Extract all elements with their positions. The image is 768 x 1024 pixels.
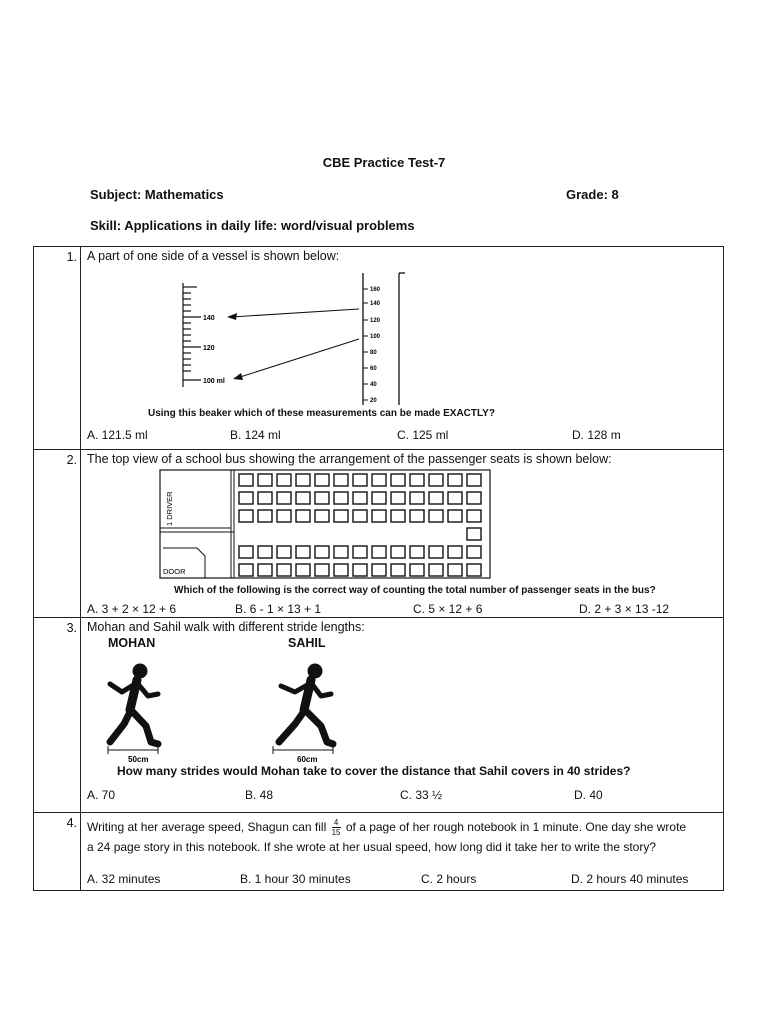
seat bbox=[429, 564, 443, 576]
question-number: 1. bbox=[34, 247, 81, 450]
seat bbox=[467, 546, 481, 558]
seat bbox=[353, 492, 367, 504]
beaker-label-60: 60 bbox=[370, 366, 377, 372]
seat bbox=[258, 564, 272, 576]
seat bbox=[410, 492, 424, 504]
seat bbox=[372, 492, 386, 504]
sahil-figure bbox=[269, 662, 349, 772]
seat bbox=[410, 564, 424, 576]
seat bbox=[410, 546, 424, 558]
question-body bbox=[81, 813, 724, 891]
seat bbox=[277, 546, 291, 558]
question-row-4 bbox=[34, 813, 724, 891]
seat bbox=[372, 474, 386, 486]
stem-part-2: of a page of her rough notebook in 1 minute. One day she wrote bbox=[345, 820, 687, 834]
seat bbox=[372, 546, 386, 558]
seat bbox=[334, 474, 348, 486]
question-body bbox=[81, 247, 724, 450]
zoom-label-100: 100 ml bbox=[203, 378, 225, 385]
option-a: A. 32 minutes bbox=[87, 872, 161, 886]
seat bbox=[448, 510, 462, 522]
option-d: D. 2 hours 40 minutes bbox=[571, 872, 689, 886]
sahil-label: SAHIL bbox=[288, 636, 326, 650]
arrow-top-head bbox=[227, 313, 237, 320]
seat bbox=[315, 510, 329, 522]
seat bbox=[429, 474, 443, 486]
arrow-top bbox=[231, 309, 359, 317]
seat bbox=[296, 564, 310, 576]
option-a: A. 121.5 ml bbox=[87, 428, 148, 442]
beaker-label-160: 160 bbox=[370, 287, 381, 293]
bus-figure bbox=[159, 468, 499, 580]
seat bbox=[467, 474, 481, 486]
seat bbox=[448, 564, 462, 576]
seat-grid bbox=[239, 474, 481, 576]
question-number: 3. bbox=[34, 618, 81, 813]
seat bbox=[448, 492, 462, 504]
seat bbox=[239, 492, 253, 504]
question-number: 2. bbox=[34, 450, 81, 618]
option-a: A. 3 + 2 × 12 + 6 bbox=[87, 602, 177, 616]
page-title: CBE Practice Test-7 bbox=[322, 155, 446, 170]
seat bbox=[334, 510, 348, 522]
seat bbox=[258, 510, 272, 522]
mohan-label: MOHAN bbox=[108, 636, 156, 650]
seat bbox=[315, 474, 329, 486]
seat bbox=[353, 510, 367, 522]
option-c: C. 33 ½ bbox=[400, 788, 443, 802]
option-d: D. 128 m bbox=[572, 428, 621, 442]
beaker-label-80: 80 bbox=[370, 350, 377, 356]
beaker-ticks bbox=[363, 289, 368, 400]
seat bbox=[315, 564, 329, 576]
option-c: C. 5 × 12 + 6 bbox=[413, 602, 483, 616]
question-stem: Mohan and Sahil walk with different stride lengths: bbox=[87, 620, 365, 634]
seat bbox=[429, 546, 443, 558]
question-row-1 bbox=[34, 247, 724, 450]
seat bbox=[296, 492, 310, 504]
seat bbox=[277, 564, 291, 576]
seat bbox=[429, 492, 443, 504]
question-number: 4. bbox=[34, 813, 81, 891]
question-body bbox=[81, 450, 724, 618]
seat bbox=[448, 474, 462, 486]
seat bbox=[258, 474, 272, 486]
seat bbox=[467, 510, 481, 522]
beaker-figure bbox=[131, 265, 491, 415]
option-d: D. 40 bbox=[574, 788, 603, 802]
zoomed-scale bbox=[183, 283, 201, 387]
mohan-figure bbox=[106, 662, 176, 772]
question-stem: The top view of a school bus showing the arrangement of the passenger seats is shown below: bbox=[87, 452, 612, 466]
seat bbox=[353, 564, 367, 576]
seat bbox=[277, 492, 291, 504]
seat bbox=[410, 510, 424, 522]
seat bbox=[353, 546, 367, 558]
beaker-label-20: 20 bbox=[370, 398, 377, 404]
seat bbox=[296, 546, 310, 558]
seat bbox=[334, 564, 348, 576]
seat bbox=[239, 474, 253, 486]
seat bbox=[296, 474, 310, 486]
seat bbox=[353, 474, 367, 486]
question-row-2 bbox=[34, 450, 724, 618]
question-stem: A part of one side of a vessel is shown below: bbox=[87, 249, 340, 263]
fraction-denominator: 15 bbox=[331, 828, 341, 838]
mohan-stride-label: 50cm bbox=[128, 755, 149, 764]
seat bbox=[391, 546, 405, 558]
figure-question: Which of the following is the correct way of counting the total number of passenger seats in the bus? bbox=[174, 585, 656, 596]
seat bbox=[334, 492, 348, 504]
option-c: C. 2 hours bbox=[421, 872, 477, 886]
seat bbox=[391, 474, 405, 486]
stem-part-1: Writing at her average speed, Shagun can fill bbox=[87, 820, 327, 834]
option-b: B. 6 - 1 × 13 + 1 bbox=[235, 602, 322, 616]
seat bbox=[410, 474, 424, 486]
option-c: C. 125 ml bbox=[397, 428, 449, 442]
beaker-label-40: 40 bbox=[370, 382, 377, 388]
seat bbox=[391, 564, 405, 576]
door-label: DOOR bbox=[163, 567, 186, 576]
figure-question: Using this beaker which of these measurements can be made EXACTLY? bbox=[148, 408, 495, 419]
sahil-stride-label: 60cm bbox=[297, 755, 318, 764]
seat bbox=[239, 546, 253, 558]
seat bbox=[467, 564, 481, 576]
beaker-label-100: 100 bbox=[370, 334, 381, 340]
skill-label: Skill: Applications in daily life: word/visual problems bbox=[90, 218, 415, 233]
seat bbox=[391, 492, 405, 504]
question-body bbox=[81, 618, 724, 813]
seat bbox=[258, 546, 272, 558]
option-b: B. 1 hour 30 minutes bbox=[240, 872, 351, 886]
seat bbox=[239, 564, 253, 576]
option-d: D. 2 + 3 × 13 -12 bbox=[579, 602, 670, 616]
stem-line-2: a 24 page story in this notebook. If she wrote at her usual speed, how long did it take her to write the story? bbox=[87, 840, 656, 855]
grade-label: Grade: 8 bbox=[566, 187, 619, 202]
beaker-label-120: 120 bbox=[370, 318, 381, 324]
question-row-3 bbox=[34, 618, 724, 813]
seat bbox=[334, 546, 348, 558]
seat bbox=[315, 546, 329, 558]
questions-table bbox=[33, 246, 724, 891]
seat bbox=[467, 492, 481, 504]
arrow-bottom-head bbox=[233, 373, 243, 380]
figure-question: How many strides would Mohan take to cover the distance that Sahil covers in 40 strides? bbox=[117, 764, 631, 778]
seat bbox=[372, 510, 386, 522]
zoom-label-120: 120 bbox=[203, 345, 215, 352]
zoom-label-140: 140 bbox=[203, 315, 215, 322]
option-a: A. 70 bbox=[87, 788, 116, 802]
subject-label: Subject: Mathematics bbox=[90, 187, 224, 202]
beaker-label-140: 140 bbox=[370, 301, 381, 307]
seat bbox=[239, 510, 253, 522]
option-b: B. 124 ml bbox=[230, 428, 281, 442]
seat bbox=[391, 510, 405, 522]
fraction bbox=[332, 818, 341, 837]
seat bbox=[277, 474, 291, 486]
seat bbox=[467, 528, 481, 540]
seat bbox=[258, 492, 272, 504]
option-b: B. 48 bbox=[245, 788, 274, 802]
arrow-bottom bbox=[237, 339, 359, 378]
seat bbox=[429, 510, 443, 522]
seat bbox=[277, 510, 291, 522]
seat bbox=[448, 546, 462, 558]
question-stem bbox=[81, 813, 723, 857]
seat bbox=[315, 492, 329, 504]
seat bbox=[372, 564, 386, 576]
fraction-numerator: 4 bbox=[333, 818, 339, 828]
seat bbox=[296, 510, 310, 522]
driver-label: 1 DRIVER bbox=[165, 491, 174, 526]
